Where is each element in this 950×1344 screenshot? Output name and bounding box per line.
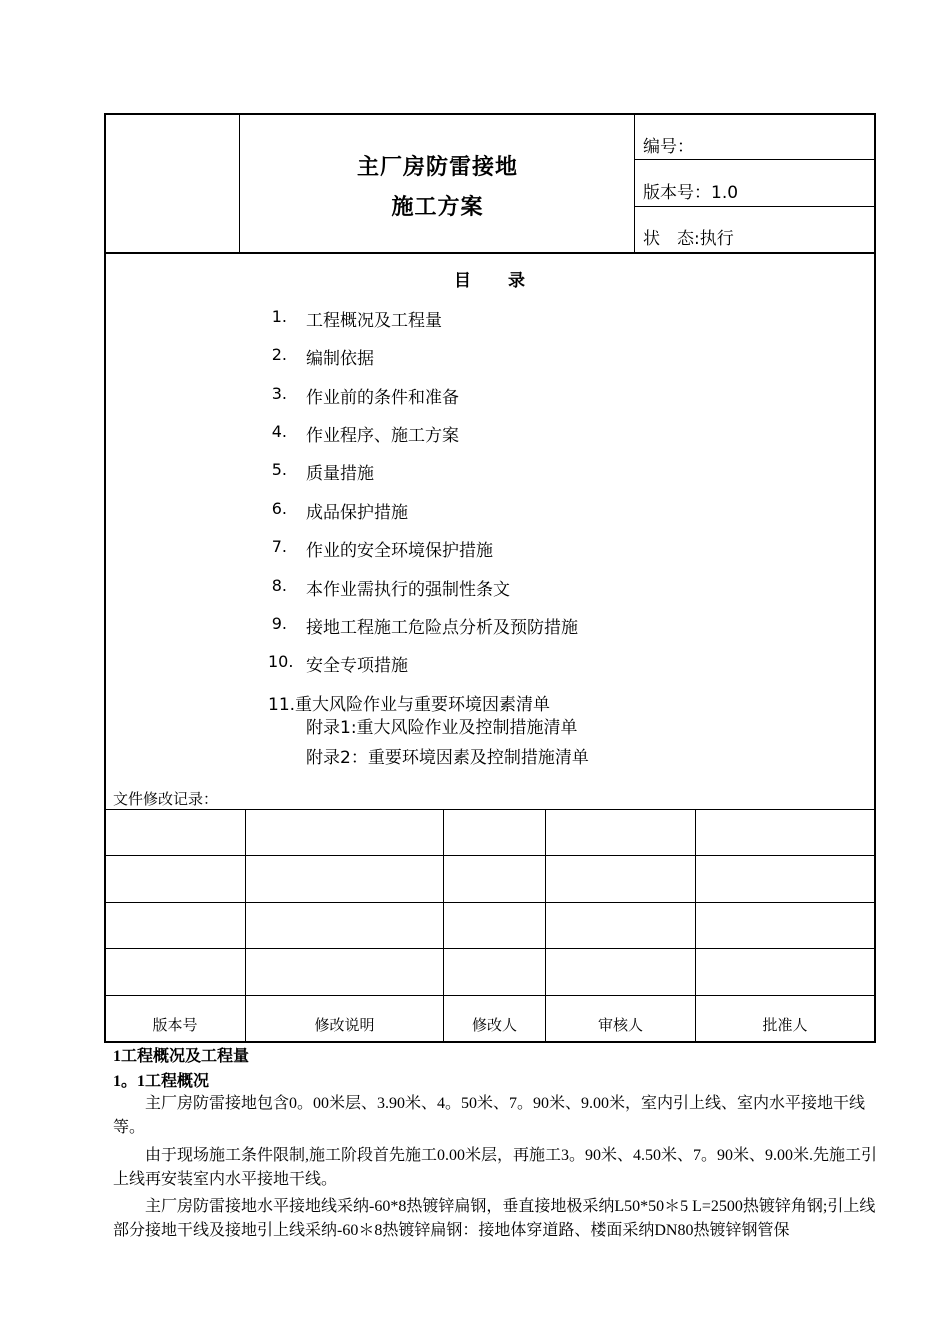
toc-item-number: 5. bbox=[271, 460, 287, 479]
toc-item-11: 11.重大风险作业与重要环境因素清单 bbox=[268, 695, 551, 715]
section-heading-1-1: 1。1工程概况 bbox=[113, 1073, 210, 1090]
toc-item-text: 接地工程施工危险点分析及预防措施 bbox=[306, 618, 578, 638]
paragraph: 主厂房防雷接地包含0。00米层、3.90米、4。50米、7。90米、9.00米，室内引上线、室内水平接地干线等。 bbox=[113, 1095, 866, 1136]
column-header-approver: 批准人 bbox=[762, 1016, 808, 1034]
toc-item-number: 4. bbox=[271, 422, 287, 441]
toc-item-text: 成品保护措施 bbox=[306, 503, 408, 523]
toc-appendix-2: 附录2：重要环境因素及控制措施清单 bbox=[306, 748, 589, 768]
section-heading-1: 1工程概况及工程量 bbox=[113, 1048, 250, 1065]
revision-row-line bbox=[105, 809, 875, 810]
column-header-version: 版本号 bbox=[152, 1016, 198, 1034]
frame-top bbox=[104, 113, 876, 115]
paragraph: 由于现场施工条件限制,施工阶段首先施工0.00米层，再施工3。90米、4.50米、7。90米、9.00米.先施工引上线再安装室内水平接地干线。 bbox=[113, 1147, 878, 1188]
revision-row-line bbox=[105, 902, 875, 903]
toc-item-text: 作业前的条件和准备 bbox=[306, 388, 459, 408]
toc-item-number: 8. bbox=[271, 576, 287, 595]
status-field: 状 态:执行 bbox=[643, 229, 734, 249]
toc-item-text: 工程概况及工程量 bbox=[306, 311, 442, 331]
revision-col-line bbox=[245, 809, 246, 1041]
number-field: 编号： bbox=[643, 137, 694, 157]
toc-item-text: 作业的安全环境保护措施 bbox=[306, 541, 493, 561]
toc-item-number: 10. bbox=[268, 652, 294, 671]
toc-item-text: 作业程序、施工方案 bbox=[306, 426, 459, 446]
toc-appendix-1: 附录1:重大风险作业及控制措施清单 bbox=[306, 718, 578, 738]
paragraph: 主厂房防雷接地水平接地线采纳-60*8热镀锌扁钢，垂直接地极采纳L50*50＊5 L=2500热镀锌角钢;引上线部分接地干线及接地引上线采纳-60＊8热镀锌扁钢：接地体穿道路、楼面采纳DN80热镀锌钢管保 bbox=[113, 1198, 876, 1239]
version-field: 版本号：1.0 bbox=[643, 183, 739, 203]
column-header-modifier: 修改人 bbox=[471, 1016, 517, 1034]
toc-item-number: 3. bbox=[271, 384, 287, 403]
toc-item-number: 7. bbox=[271, 537, 287, 556]
revision-row-line bbox=[105, 855, 875, 856]
revision-row-line bbox=[105, 948, 875, 949]
toc-heading: 目 录 bbox=[454, 271, 526, 291]
toc-item-text: 本作业需执行的强制性条文 bbox=[306, 580, 510, 600]
column-header-reviewer: 审核人 bbox=[597, 1016, 643, 1034]
toc-item-number: 6. bbox=[271, 499, 287, 518]
toc-item-number: 9. bbox=[271, 614, 287, 633]
toc-item-text: 编制依据 bbox=[306, 349, 374, 369]
column-header-description: 修改说明 bbox=[314, 1016, 375, 1034]
document-title-line1: 主厂房防雷接地 bbox=[356, 155, 518, 180]
toc-item-text: 质量措施 bbox=[306, 464, 374, 484]
revision-col-line bbox=[545, 809, 546, 1041]
meta-divider-2 bbox=[634, 206, 875, 207]
meta-divider-1 bbox=[634, 159, 875, 160]
header-bottom-border bbox=[104, 252, 876, 254]
toc-item-number: 2. bbox=[271, 345, 287, 364]
toc-item-number: 1. bbox=[271, 307, 287, 326]
document-title-line2: 施工方案 bbox=[391, 195, 484, 220]
revision-col-line bbox=[695, 809, 696, 1041]
toc-item-text: 安全专项措施 bbox=[306, 656, 408, 676]
revision-row-line bbox=[105, 995, 875, 996]
revision-col-line bbox=[443, 809, 444, 1041]
revision-record-label: 文件修改记录： bbox=[113, 790, 219, 808]
